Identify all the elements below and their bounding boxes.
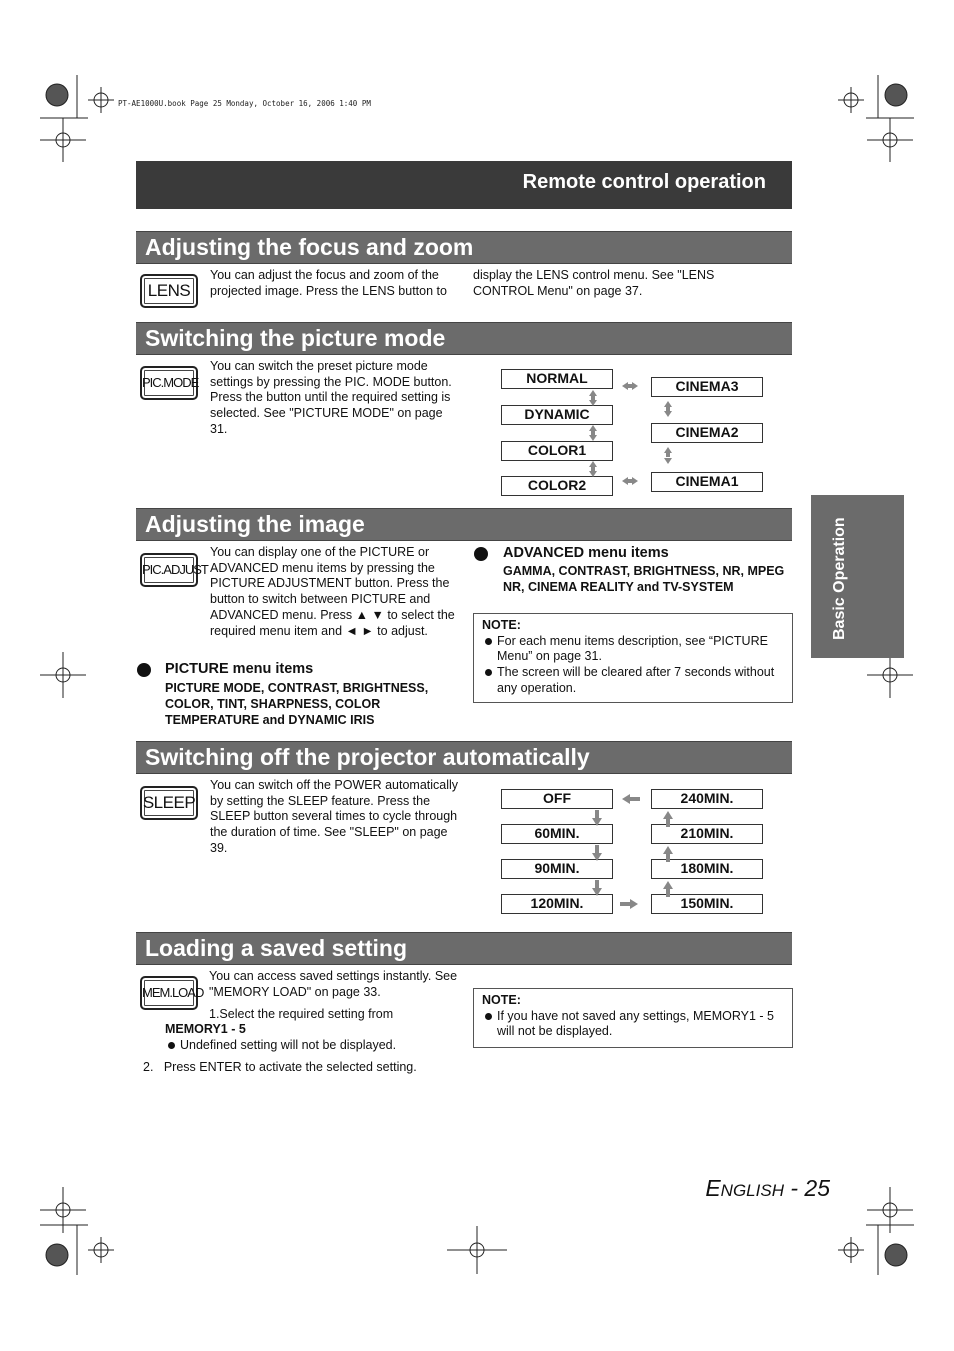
focus-text-right: display the LENS control menu. See "LENS CONTROL Menu" on page 37. (473, 268, 715, 298)
mode-box-cinema1: CINEMA1 (651, 472, 763, 492)
section-title-load: Loading a saved setting (136, 932, 792, 965)
sleep-box-off: OFF (501, 789, 613, 809)
sleep-box-210: 210MIN. (651, 824, 763, 844)
load-step1-note: Undefined setting will not be displayed. (165, 1038, 465, 1054)
down-arrow (595, 880, 599, 888)
note-title: NOTE: (482, 993, 521, 1007)
mode-box-cinema3: CINEMA3 (651, 377, 763, 397)
advanced-items-heading: ADVANCED menu items (503, 545, 669, 561)
picture-items-heading: PICTURE menu items (165, 661, 314, 677)
mode-box-color2: COLOR2 (501, 476, 613, 496)
page-number-smallcaps: NGLISH (720, 1181, 784, 1200)
picture-mode-text: You can switch the preset picture mode settings by pressing the PIC. MODE button. Press the button until the required setting is selected. See "PICTURE MODE" on page 31. (210, 359, 452, 436)
chapter-title: Remote control operation (522, 171, 766, 193)
note-item: For each menu items description, see “PICTURE Menu” on page 31. (482, 634, 784, 665)
lens-button-icon: LENS (140, 274, 198, 308)
print-note: PT-AE1000U.book Page 25 Monday, October 16, 2006 1:40 PM (118, 99, 371, 108)
side-tab-label: Basic Operation (831, 517, 848, 640)
load-step2: 2. Press ENTER to activate the selected setting. (143, 1060, 417, 1074)
right-arrow (620, 902, 630, 906)
focus-text-left: You can adjust the focus and zoom of the projected image. Press the LENS button to (210, 268, 447, 298)
pic-mode-button-icon: PIC.MODE (140, 366, 198, 400)
load-step1: 1.Select the required setting from (209, 1007, 394, 1021)
section-title-picture-mode: Switching the picture mode (136, 322, 792, 355)
mode-box-cinema2: CINEMA2 (651, 423, 763, 443)
note-title: NOTE: (482, 618, 521, 632)
up-arrow (663, 811, 673, 819)
sleep-box-180: 180MIN. (651, 859, 763, 879)
picture-items-list: PICTURE MODE, CONTRAST, BRIGHTNESS, COLOR, TINT, SHARPNESS, COLOR TEMPERATURE and DYNAMIC IRIS (165, 681, 429, 727)
sleep-text: You can switch off the POWER automatically by setting the SLEEP feature. Press the SLEEP button several times to cycle through the duration of time. See "SLEEP" on page 39. (210, 778, 459, 855)
sleep-box-150: 150MIN. (651, 894, 763, 914)
note-item: The screen will be cleared after 7 seconds without any operation. (482, 665, 784, 696)
load-step1-bold: MEMORY1 - 5 (165, 1022, 246, 1036)
image-text: You can display one of the PICTURE or ADVANCED menu items by pressing the PICTURE ADJUSTMENT button. Press the button to switch between PICTURE and ADVANCED menu. Press ▲ ▼ to select the required menu item and ◄ ► to adjust. (210, 545, 455, 638)
down-arrow (595, 810, 599, 818)
advanced-items-list: GAMMA, CONTRAST, BRIGHTNESS, NR, MPEG NR, CINEMA REALITY and TV-SYSTEM (503, 564, 785, 594)
down-arrow (595, 845, 599, 853)
load-note-box (473, 988, 793, 1048)
load-text: You can access saved settings instantly. See "MEMORY LOAD" on page 33. (209, 969, 458, 999)
up-arrow (663, 881, 673, 889)
sleep-box-90: 90MIN. (501, 859, 613, 879)
up-arrow (663, 846, 673, 854)
mem-load-button-icon: MEM.LOAD (140, 976, 198, 1010)
mode-box-color1: COLOR1 (501, 441, 613, 461)
mode-box-dynamic: DYNAMIC (501, 405, 613, 425)
section-title-image: Adjusting the image (136, 508, 792, 541)
page-number-num: - 25 (783, 1175, 830, 1201)
page-number-cap: E (705, 1175, 721, 1201)
section-title-sleep: Switching off the projector automatically (136, 741, 792, 774)
sleep-box-240: 240MIN. (651, 789, 763, 809)
left-arrow (622, 794, 630, 804)
note-item: If you have not saved any settings, MEMORY1 - 5 will not be displayed. (482, 1009, 784, 1040)
sleep-box-60: 60MIN. (501, 824, 613, 844)
sleep-button-icon: SLEEP (140, 786, 198, 820)
mode-box-normal: NORMAL (501, 369, 613, 389)
sleep-box-120: 120MIN. (501, 894, 613, 914)
pic-adjust-button-icon: PIC.ADJUST (140, 553, 198, 587)
section-title-focus: Adjusting the focus and zoom (136, 231, 792, 264)
page-number (640, 1175, 830, 1202)
